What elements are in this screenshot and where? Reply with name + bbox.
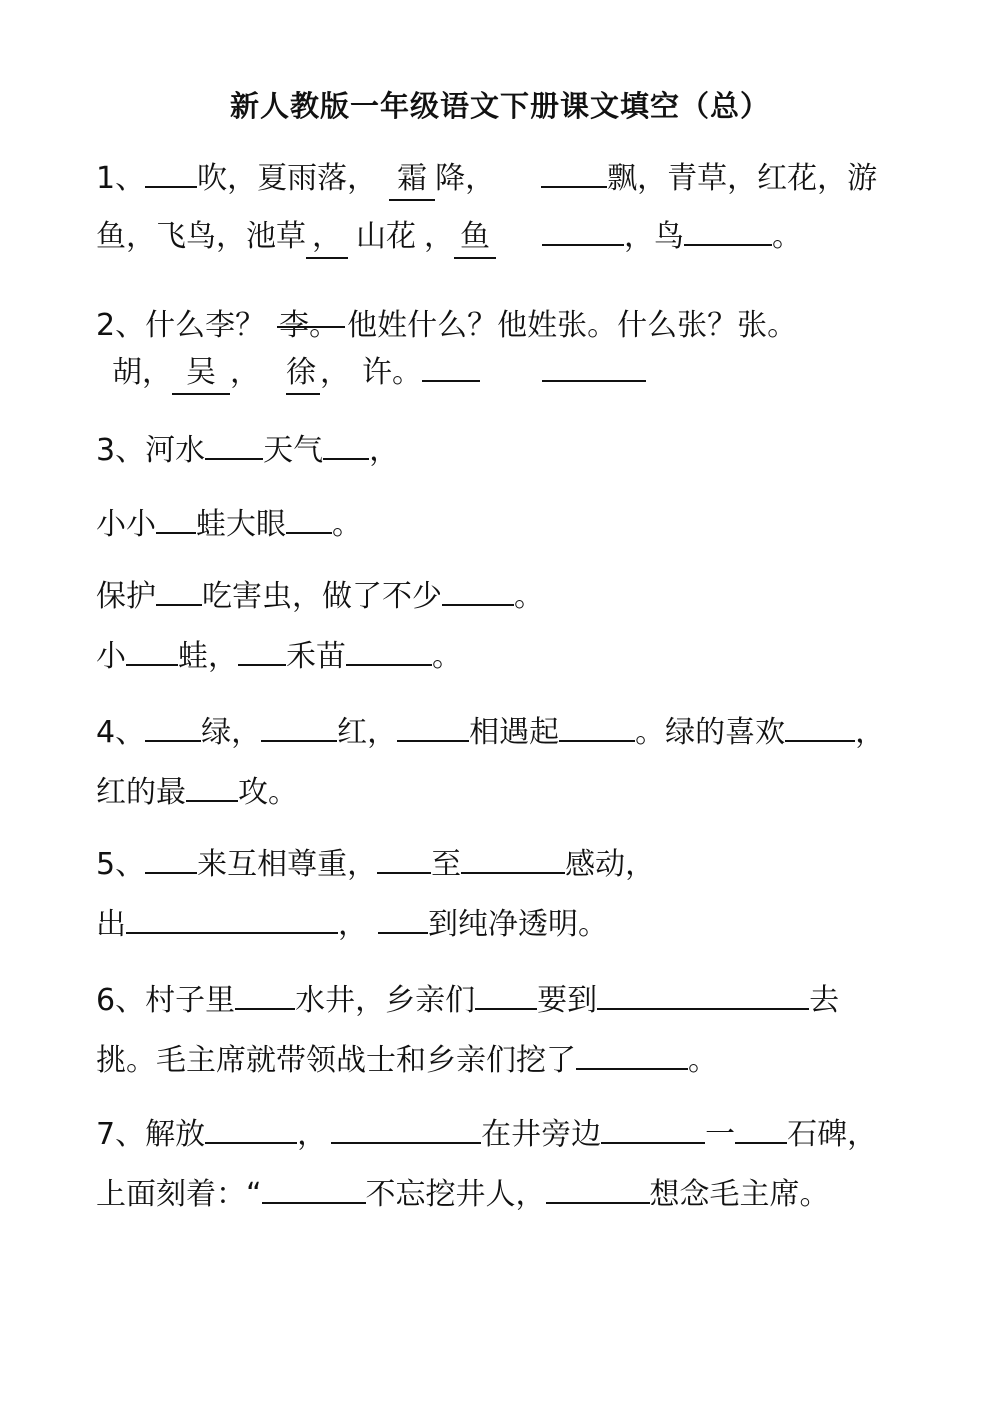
question-7-line-2: [96, 1174, 830, 1214]
question-text: ，鸟: [624, 219, 684, 254]
question-text: ，: [320, 355, 350, 390]
answer-blank[interactable]: [205, 430, 263, 460]
question-2-line-1: [96, 306, 797, 346]
answer-blank[interactable]: [346, 636, 432, 666]
answer-blank[interactable]: [397, 712, 469, 742]
question-text: 河水: [145, 433, 206, 468]
question-number: 4、: [96, 715, 146, 750]
question-1-line-2: [96, 216, 802, 256]
answer-blank[interactable]: [576, 1040, 688, 1070]
question-text: 山花: [356, 219, 416, 254]
question-text: 红的最: [96, 775, 186, 810]
question-4-line-2: [96, 772, 298, 812]
question-number: 5、: [96, 847, 146, 882]
question-text: 到纯净透明。: [428, 907, 608, 942]
answer-blank[interactable]: [261, 712, 337, 742]
question-text: 去: [809, 983, 840, 1018]
question-text: 来互相尊重，: [197, 847, 378, 882]
question-number: 1、: [96, 161, 146, 196]
question-7-line-1: [96, 1114, 877, 1154]
question-text: 天气: [263, 433, 324, 468]
answer-blank[interactable]: [559, 712, 635, 742]
question-text: 胡，: [112, 355, 172, 390]
question-text: 许。: [362, 355, 422, 390]
question-text: 不忘挖井人，: [365, 1177, 546, 1212]
answer-blank[interactable]: [785, 712, 855, 742]
question-text: 。: [332, 507, 362, 542]
answer-blank[interactable]: [542, 352, 646, 382]
question-text: 。: [688, 1043, 718, 1078]
question-text: 小: [96, 639, 126, 674]
question-text: 上面刻着：“: [96, 1177, 262, 1212]
question-5-line-2: [96, 904, 608, 944]
answer-blank[interactable]: [422, 352, 480, 382]
question-number: 3、: [96, 433, 146, 468]
question-text: 蛙，: [178, 639, 238, 674]
question-text: 什么李？: [145, 308, 266, 343]
question-text: 出: [96, 907, 126, 942]
question-6-line-2: [96, 1040, 718, 1080]
question-number: 2、: [96, 308, 146, 343]
answer-blank[interactable]: [323, 430, 369, 460]
answer-blank[interactable]: [145, 158, 197, 188]
question-text: 石碑，: [787, 1117, 878, 1152]
question-text: 攻。: [238, 775, 298, 810]
question-3-line-3: [96, 576, 544, 616]
answer-blank[interactable]: [601, 1114, 705, 1144]
answer-blank[interactable]: [145, 844, 197, 874]
question-3-line-1: [96, 430, 399, 470]
answer-blank[interactable]: [377, 844, 431, 874]
question-text: 。绿的喜欢: [635, 715, 786, 750]
answer-blank[interactable]: [684, 216, 772, 246]
filled-answer: 吴: [172, 353, 230, 395]
question-text: 至: [431, 847, 462, 882]
question-text: ，: [855, 715, 886, 750]
question-1-line-1: [96, 158, 877, 198]
question-text: 村子里: [145, 983, 236, 1018]
question-text: 想念毛主席。: [649, 1177, 830, 1212]
question-3-line-4: [96, 636, 462, 676]
answer-blank[interactable]: [205, 1114, 297, 1144]
filled-answer: 徐: [286, 353, 320, 395]
answer-blank[interactable]: [126, 636, 178, 666]
answer-blank[interactable]: [186, 772, 238, 802]
question-text: ，: [424, 219, 454, 254]
answer-blank[interactable]: [331, 1114, 481, 1144]
question-text: 吃害虫，做了不少: [202, 579, 442, 614]
answer-blank[interactable]: [238, 636, 286, 666]
answer-blank[interactable]: [286, 504, 332, 534]
question-text: ，: [369, 433, 400, 468]
answer-blank[interactable]: [442, 576, 514, 606]
answer-blank[interactable]: [126, 904, 338, 934]
filled-answer: 霜: [389, 159, 435, 201]
filled-answer: ，: [306, 217, 348, 259]
question-text: 小小: [96, 507, 156, 542]
question-text: ，: [230, 355, 260, 390]
question-text: 一: [705, 1117, 736, 1152]
question-text: 解放: [145, 1117, 206, 1152]
answer-blank[interactable]: [735, 1114, 787, 1144]
page-title: 新人教版一年级语文下册课文填空（总）: [229, 89, 770, 123]
question-text: 禾苗: [286, 639, 346, 674]
struck-answer: 李。: [279, 306, 339, 346]
question-text: 吹，夏雨落，: [197, 161, 378, 196]
question-text: 绿，: [201, 715, 262, 750]
answer-blank[interactable]: [156, 504, 196, 534]
question-text: 挑。毛主席就带领战士和乡亲们挖了: [96, 1043, 576, 1078]
question-text: 。: [432, 639, 462, 674]
question-number: 6、: [96, 983, 146, 1018]
question-text: 飘，青草，红花，游: [607, 161, 878, 196]
answer-blank[interactable]: [541, 158, 607, 188]
question-text: 红，: [337, 715, 398, 750]
question-text: 相遇起: [469, 715, 560, 750]
answer-blank[interactable]: [156, 576, 202, 606]
filled-answer: 鱼: [454, 217, 496, 259]
question-text: 要到: [537, 983, 598, 1018]
question-text: 感动，: [565, 847, 656, 882]
question-text: 蛙大眼: [196, 507, 286, 542]
question-3-line-2: [96, 504, 362, 544]
question-2-line-2: [112, 352, 646, 392]
question-text: 在井旁边: [481, 1117, 602, 1152]
question-text: 他姓什么？他姓张。什么张？张。: [347, 308, 798, 343]
question-text: 鱼，飞鸟，池草: [96, 219, 306, 254]
answer-blank[interactable]: [145, 712, 201, 742]
answer-blank[interactable]: [597, 980, 809, 1010]
question-text: ，: [297, 1117, 328, 1152]
answer-blank[interactable]: [546, 1174, 650, 1204]
question-6-line-1: [96, 980, 839, 1020]
question-text: 保护: [96, 579, 156, 614]
question-text: 降，: [435, 161, 496, 196]
answer-blank[interactable]: [461, 844, 565, 874]
question-text: 。: [514, 579, 544, 614]
answer-blank[interactable]: [475, 980, 537, 1010]
question-text: ，: [338, 907, 368, 942]
question-text: 水井，乡亲们: [295, 983, 476, 1018]
question-text: 。: [772, 219, 802, 254]
question-4-line-1: [96, 712, 885, 752]
answer-blank[interactable]: [235, 980, 295, 1010]
answer-blank[interactable]: [542, 216, 624, 246]
question-number: 7、: [96, 1117, 146, 1152]
answer-blank[interactable]: [378, 904, 428, 934]
question-5-line-1: [96, 844, 655, 884]
answer-blank[interactable]: [262, 1174, 366, 1204]
